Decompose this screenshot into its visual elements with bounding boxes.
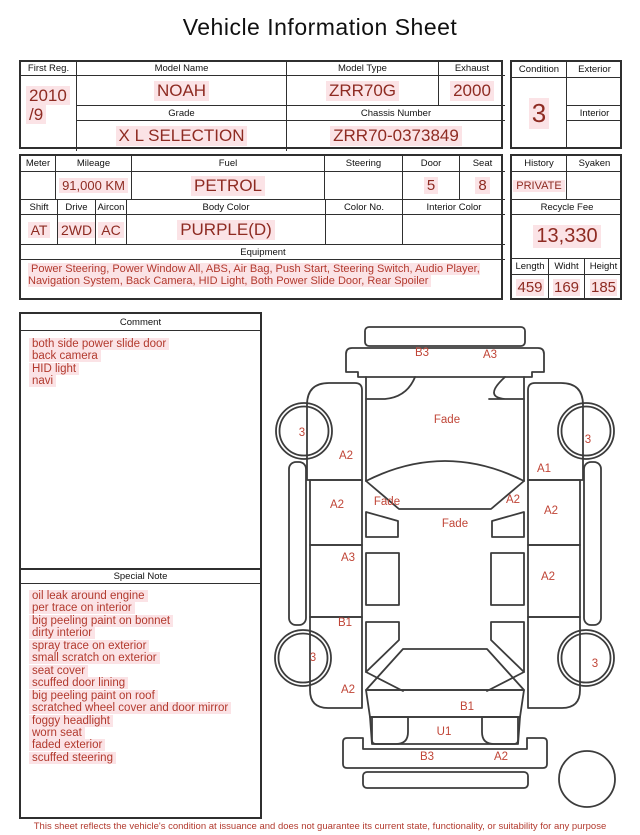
windshield-arc (366, 461, 524, 481)
model-type-value: ZRR70G (287, 76, 439, 106)
right-tail-lamp (482, 717, 518, 744)
shift-value: AT (21, 215, 58, 245)
special-note-box (19, 568, 262, 819)
exterior-value (567, 78, 622, 106)
note-line: navi (29, 375, 256, 387)
condition-value: 3 (512, 78, 567, 149)
note-line: big peeling paint on roof (29, 690, 256, 702)
note-line: scratched wheel cover and door mirror (29, 702, 256, 714)
fuel-label: Fuel (132, 156, 325, 172)
note-line: spray trace on exterior (29, 640, 256, 652)
special-note-lines (29, 590, 256, 764)
identity-table (19, 60, 503, 149)
left-tail-lamp (372, 717, 408, 744)
car-damage-diagram (266, 316, 640, 814)
rear-right-wheel (562, 634, 611, 683)
interior-color-label: Interior Color (403, 200, 505, 215)
note-line: scuffed door lining (29, 677, 256, 689)
first-reg-month: /9 (26, 105, 46, 124)
rear-left-wheel-arch (275, 630, 331, 686)
damage-marker: A3 (340, 552, 356, 564)
note-line: back camera (29, 350, 256, 362)
note-line: small scratch on exterior (29, 652, 256, 664)
damage-marker: 3 (298, 427, 306, 439)
left-front-fender (307, 383, 362, 480)
grade-label: Grade (77, 106, 287, 121)
spare-tire (559, 751, 615, 807)
right-rear-quarter (528, 617, 580, 708)
model-type-label: Model Type (287, 62, 439, 76)
color-no-label: Color No. (326, 200, 403, 215)
length-value: 459 (512, 275, 549, 300)
front-bumper (346, 348, 544, 377)
meter-label: Meter (21, 156, 56, 172)
note-line: per trace on interior (29, 602, 256, 614)
damage-marker: A2 (543, 505, 559, 517)
note-line: both side power slide door (29, 338, 256, 350)
equipment-label: Equipment (21, 245, 505, 260)
comment-box (19, 312, 262, 568)
damage-marker: A3 (482, 349, 498, 361)
equipment-value: Power Steering, Power Window All, ABS, Air Bag, Push Start, Steering Switch, Audio Player, Navigation System, Back Camera, HID Light, Both Power Slide Door, Rear Spoiler (28, 263, 480, 287)
length-label: Length (512, 259, 549, 275)
front-right-wheel (562, 407, 611, 456)
right-window (491, 553, 524, 605)
exhaust-label: Exhaust (439, 62, 505, 76)
page-title: Vehicle Information Sheet (182, 14, 458, 40)
damage-marker: Fade (433, 414, 461, 426)
right-quarter-window (492, 512, 524, 537)
condition-label: Condition (512, 62, 567, 78)
drive-label: Drive (58, 200, 96, 215)
model-name-label: Model Name (77, 62, 287, 76)
left-rocker-panel (289, 462, 306, 625)
front-right-wheel-arch (558, 403, 614, 459)
comment-lines (29, 338, 256, 388)
interior-color-value (403, 215, 505, 245)
history-value: PRIVATE (512, 172, 567, 200)
note-line: foggy headlight (29, 715, 256, 727)
rear-bumper-lower-strip (363, 772, 528, 788)
steering-value (325, 172, 403, 200)
seat-label: Seat (460, 156, 505, 172)
note-line: dirty interior (29, 627, 256, 639)
bonnet-sides (366, 377, 524, 481)
left-rear-window (366, 622, 399, 672)
left-front-door (310, 480, 362, 545)
damage-marker: A2 (338, 450, 354, 462)
history-table (510, 154, 622, 300)
width-value: 169 (549, 275, 585, 300)
note-line: worn seat (29, 727, 256, 739)
right-rear-window (491, 622, 524, 672)
note-line: big peeling paint on bonnet (29, 615, 256, 627)
door-label: Door (403, 156, 460, 172)
rear-left-wheel (279, 634, 328, 683)
exhaust-value: 2000 (439, 76, 505, 106)
damage-marker: B3 (419, 751, 435, 763)
damage-marker: B1 (337, 617, 353, 629)
note-line: scuffed steering (29, 752, 256, 764)
note-line: seat cover (29, 665, 256, 677)
damage-marker: B3 (414, 347, 430, 359)
rear-pillars (366, 672, 524, 691)
first-reg-value (21, 76, 77, 151)
first-reg-year: 2010 (26, 86, 70, 105)
tailgate (366, 690, 524, 717)
note-line: faded exterior (29, 739, 256, 751)
damage-marker: A2 (329, 499, 345, 511)
steering-label: Steering (325, 156, 403, 172)
color-no-value (326, 215, 403, 245)
body-color-label: Body Color (127, 200, 326, 215)
comment-label: Comment (21, 314, 260, 331)
right-rocker-panel (584, 462, 601, 625)
front-bumper-top-strip (365, 327, 525, 346)
damage-marker: Fade (373, 496, 401, 508)
fuel-value: PETROL (132, 172, 325, 200)
left-window (366, 553, 399, 605)
shift-label: Shift (21, 200, 58, 215)
headlights (366, 377, 524, 399)
interior-label: Interior (567, 106, 622, 121)
damage-marker: A2 (540, 571, 556, 583)
drive-value: 2WD (58, 215, 96, 245)
meter-value (21, 172, 56, 200)
recycle-fee-label: Recycle Fee (512, 200, 622, 215)
special-note-label: Special Note (21, 570, 260, 584)
interior-value (567, 121, 622, 149)
spec-table (19, 154, 503, 300)
chassis-value: ZRR70-0373849 (287, 121, 505, 151)
damage-marker: A2 (493, 751, 509, 763)
damage-marker: 3 (591, 658, 599, 670)
damage-marker: A2 (340, 684, 356, 696)
first-reg-label: First Reg. (21, 62, 77, 76)
body-color-value: PURPLE(D) (127, 215, 326, 245)
history-label: History (512, 156, 567, 172)
damage-marker: A2 (505, 494, 521, 506)
damage-marker: B1 (459, 701, 475, 713)
damage-marker: A1 (536, 463, 552, 475)
note-line: oil leak around engine (29, 590, 256, 602)
note-line: HID light (29, 363, 256, 375)
damage-marker: U1 (436, 726, 452, 738)
grade-value: X L SELECTION (77, 121, 287, 151)
mileage-label: Mileage (56, 156, 132, 172)
height-value: 185 (590, 279, 617, 296)
damage-marker: Fade (441, 518, 469, 530)
damage-marker: 3 (584, 434, 592, 446)
seat-value: 8 (460, 172, 505, 200)
recycle-fee-value: 13,330 (512, 215, 622, 259)
syaken-value (567, 172, 622, 200)
exterior-label: Exterior (567, 62, 622, 78)
model-name-value: NOAH (77, 76, 287, 106)
width-label: Widht (549, 259, 585, 275)
damage-marker: 3 (309, 652, 317, 664)
disclaimer: This sheet reflects the vehicle's condition at issuance and does not guarantee its current state, functionality, or suitability for any purpose (33, 821, 607, 832)
rear-right-wheel-arch (558, 630, 614, 686)
chassis-label: Chassis Number (287, 106, 505, 121)
aircon-label: Aircon (96, 200, 127, 215)
aircon-value: AC (96, 215, 127, 245)
mileage-value: 91,000 KM (56, 172, 132, 200)
height-label: Height (585, 259, 622, 275)
syaken-label: Syaken (567, 156, 622, 172)
door-value: 5 (403, 172, 460, 200)
condition-table (510, 60, 622, 149)
left-quarter-window (366, 512, 398, 537)
